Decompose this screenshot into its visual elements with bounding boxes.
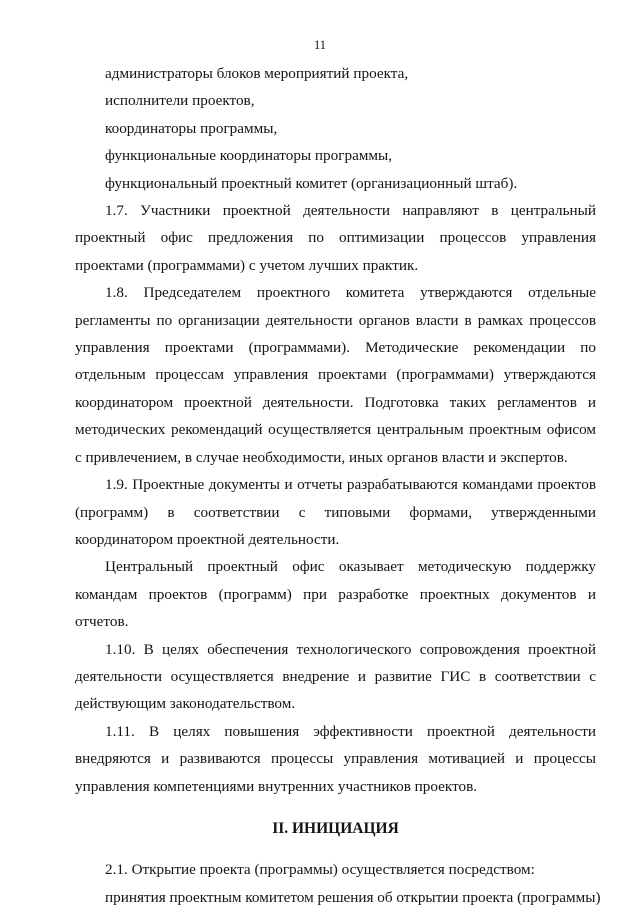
page-number: 11 (313, 38, 327, 52)
paragraph-1-9: 1.9. Проектные документы и отчеты разрабатываются командами проектов (программ) в соответствии с типовыми формами, утвержденными координатором проектной деятельности. (75, 476, 596, 548)
document-body (75, 60, 601, 911)
list-item: координаторы программы, (105, 119, 278, 137)
paragraph-2-1: 2.1. Открытие проекта (программы) осуществляется посредством: (105, 861, 535, 879)
list-item: администраторы блоков мероприятий проекта, (105, 65, 409, 82)
list-item: функциональный проектный комитет (организационный штаб). (105, 174, 518, 192)
paragraph-1-11: 1.11. В целях повышения эффективности проектной деятельности внедряются и развиваются процессы управления мотивацией и процессы управления компетенциями внутренних участников проектов. (75, 722, 596, 795)
paragraph-1-10: 1.10. В целях обеспечения технологического сопровождения проектной деятельности осуществляется внедрение и развитие ГИС в соответствии с действующим законодательством. (75, 640, 596, 713)
paragraph-project-office: Центральный проектный офис оказывает методическую поддержку командам проектов (программ) при разработке проектных документов и отчетов. (75, 558, 596, 631)
list-item: функциональные координаторы программы, (105, 147, 393, 165)
paragraph-1-7: 1.7. Участники проектной деятельности направляют в центральный проектный офис предложения по оптимизации процессов управления проектами (программами) с учетом лучших практик. (75, 202, 596, 274)
paragraph-continuation: принятия проектным комитетом решения об открытии проекта (программы) (105, 888, 601, 906)
paragraph-1-8: 1.8. Председателем проектного комитета утверждаются отдельные регламенты по организации деятельности органов власти в рамках процессов управления проектами (программами). Методические рекомендации по отдельным процессам управления проектами (программами) утверждаются координатором проектной деятельности. Подготовка таких регламентов и методических рекомендаций осуществляется центральным проектным офисом с привлечением, в случае необходимости, иных органов власти и экспертов. (75, 284, 596, 466)
list-item: исполнители проектов, (105, 92, 255, 110)
section-heading: II. ИНИЦИАЦИЯ (272, 819, 399, 837)
